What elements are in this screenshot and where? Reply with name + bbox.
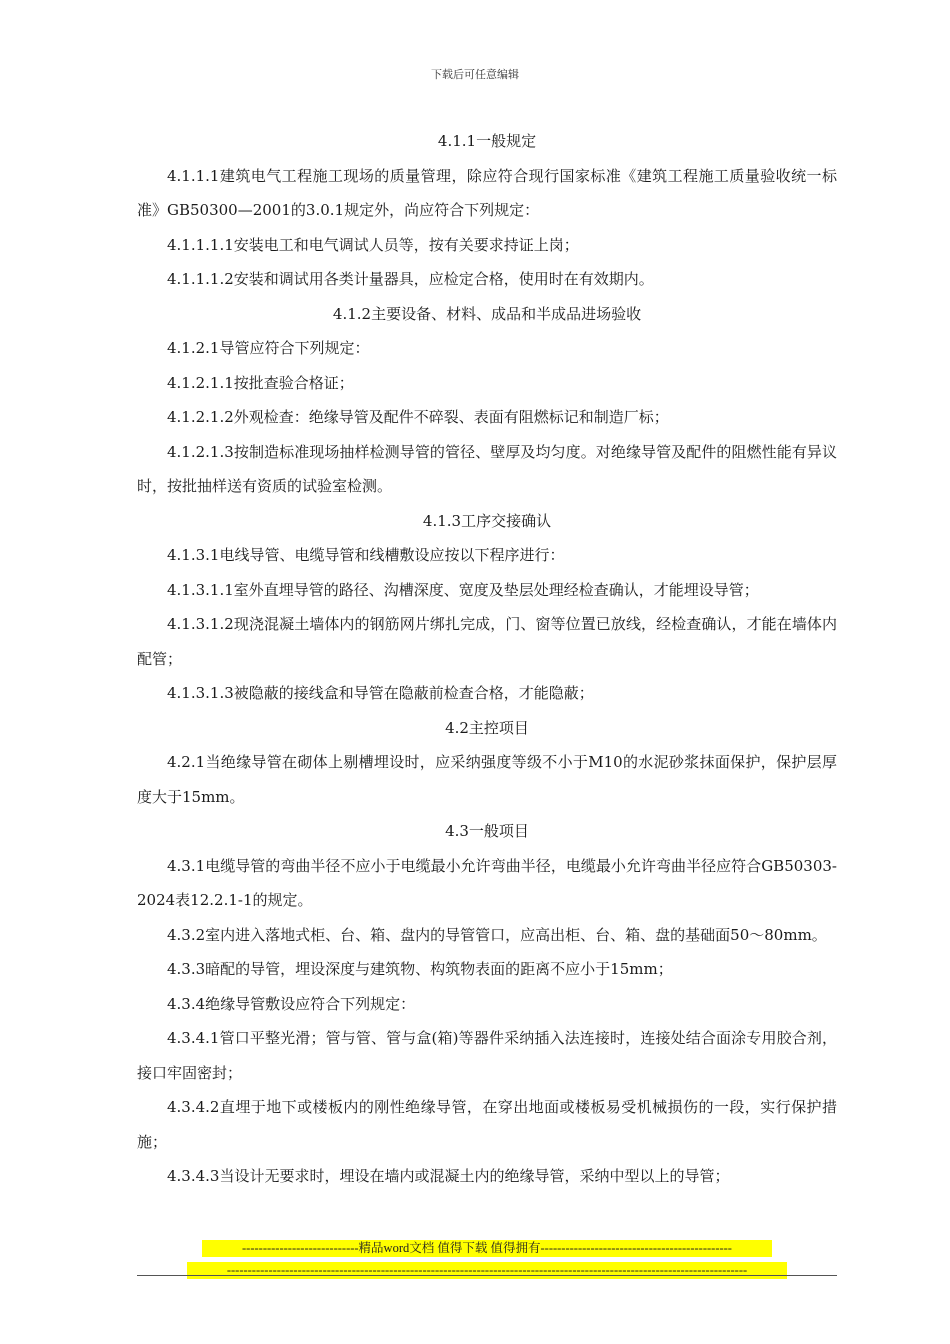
- paragraph: 4.3.4绝缘导管敷设应符合下列规定：: [167, 994, 416, 1013]
- document-body: [137, 124, 837, 1194]
- section-heading: 4.2主控项目: [445, 718, 529, 737]
- paragraph: 4.3.4.2直埋于地下或楼板内的刚性绝缘导管，在穿出地面或楼板易受机械损伤的一段，实行保护措施；: [137, 1098, 837, 1151]
- section-heading: 4.1.1一般规定: [437, 132, 537, 150]
- section-heading: 4.1.3工序交接确认: [422, 511, 552, 530]
- paragraph: 4.1.1.1.2安装和调试用各类计量器具，应检定合格，使用时在有效期内。: [167, 270, 654, 288]
- paragraph: 4.1.2.1导管应符合下列规定：: [167, 339, 370, 357]
- paragraph: 4.1.2.1.3按制造标准现场抽样检测导管的管径、壁厚及均匀度。对绝缘导管及配件的阻燃性能有异议时，按批抽样送有资质的试验室检测。: [137, 442, 837, 495]
- section-heading: 4.1.2主要设备、材料、成品和半成品进场验收: [332, 304, 642, 323]
- paragraph: 4.3.4.1管口平整光滑；管与管、管与盒(箱)等器件采纳插入法连接时，连接处结合面涂专用胶合剂，接口牢固密封；: [137, 1029, 837, 1082]
- paragraph: 4.1.3.1.3被隐蔽的接线盒和导管在隐蔽前检查合格，才能隐蔽；: [167, 684, 594, 702]
- paragraph: 4.3.3暗配的导管，埋设深度与建筑物、构筑物表面的距离不应小于15mm；: [167, 960, 673, 978]
- footer-banner-line2: -----------------------------------------------------------------------------------------------------------------------------: [187, 1262, 787, 1279]
- paragraph: 4.3.1电缆导管的弯曲半径不应小于电缆最小允许弯曲半径，电缆最小允许弯曲半径应符合GB50303-2024表12.2.1-1的规定。: [137, 856, 837, 909]
- page-header: 下载后可任意编辑: [431, 68, 519, 81]
- footer-banner-line1: ----------------------------精品word文档 值得下载 值得拥有----------------------------------------------: [202, 1240, 772, 1257]
- paragraph: 4.1.1.1建筑电气工程施工现场的质量管理，除应符合现行国家标准《建筑工程施工质量验收统一标准》GB50300—2001的3.0.1规定外，尚应符合下列规定：: [137, 166, 837, 219]
- page-footer: [137, 1240, 837, 1284]
- paragraph: 4.3.4.3当设计无要求时，埋设在墙内或混凝土内的绝缘导管，采纳中型以上的导管；: [167, 1167, 730, 1185]
- paragraph: 4.1.2.1.1按批查验合格证；: [167, 373, 354, 392]
- paragraph: 4.1.1.1.1安装电工和电气调试人员等，按有关要求持证上岗；: [167, 235, 579, 254]
- section-heading: 4.3一般项目: [445, 822, 529, 840]
- paragraph: 4.1.3.1.2现浇混凝土墙体内的钢筋网片绑扎完成，门、窗等位置已放线，经检查确认，才能在墙体内配管；: [137, 615, 837, 668]
- paragraph: 4.1.3.1.1室外直埋导管的路径、沟槽深度、宽度及垫层处理经检查确认，才能埋设导管；: [167, 580, 759, 599]
- footer-rule: [137, 1275, 837, 1276]
- paragraph: 4.3.2室内进入落地式柜、台、箱、盘内的导管管口，应高出柜、台、箱、盘的基础面50～80mm。: [167, 925, 827, 944]
- paragraph: 4.1.2.1.2外观检查：绝缘导管及配件不碎裂、表面有阻燃标记和制造厂标；: [167, 408, 669, 426]
- paragraph: 4.1.3.1电线导管、电缆导管和线槽敷设应按以下程序进行：: [167, 546, 565, 564]
- paragraph: 4.2.1当绝缘导管在砌体上剔槽埋设时，应采纳强度等级不小于M10的水泥砂浆抹面保护，保护层厚度大于15mm。: [137, 753, 837, 806]
